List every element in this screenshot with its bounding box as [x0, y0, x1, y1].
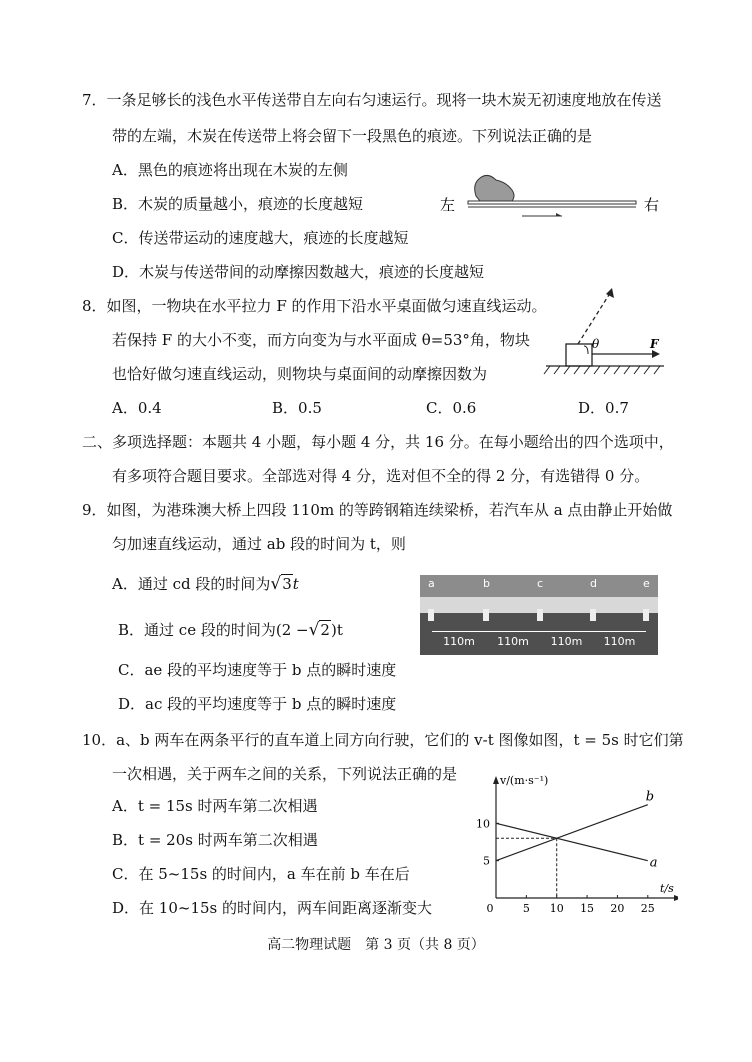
q9-option-a-radicand: 3: [282, 575, 292, 593]
pier: [428, 609, 434, 621]
point-a: a: [428, 577, 435, 590]
q9-option-a: [112, 574, 299, 594]
pier: [643, 609, 649, 621]
q8-option-b: B．0.5: [272, 399, 322, 417]
bridge-photo: [420, 575, 658, 655]
dimension-line: [432, 631, 646, 632]
q7-stem-line1: 7．一条足够长的浅色水平传送带自左向右匀速运行。现将一块木炭无初速度地放在传送: [82, 91, 662, 109]
x-axis-label: t/s: [660, 882, 674, 895]
series-label-a: a: [649, 855, 658, 871]
section2-heading-line2: 有多项符合题目要求。全部选对得 4 分，选对但不全的得 2 分，有选错得 0 分。: [112, 467, 650, 485]
vt-chart: [468, 770, 678, 920]
q8-stem-line1: 8．如图，一物块在水平拉力 F 的作用下沿水平桌面做匀速直线运动。: [82, 297, 547, 315]
label-left: 左: [440, 196, 456, 214]
q9-stem-line2: 匀加速直线运动，通过 ab 段的时间为 t，则: [112, 535, 406, 553]
x-tick-label: 0: [486, 902, 494, 915]
segment-label-cd: 110m: [550, 635, 583, 648]
q7-stem-line2: 带的左端，木炭在传送带上将会留下一段黑色的痕迹。下列说法正确的是: [112, 127, 593, 145]
belt-arrowhead: [556, 213, 562, 216]
segment-label-ab: 110m: [443, 635, 475, 648]
theta-label: θ: [592, 337, 600, 351]
x-tick-label: 15: [580, 902, 595, 915]
q10-option-b: B．t = 20s 时两车第二次相遇: [112, 831, 318, 849]
q7-option-b: B．木炭的质量越小，痕迹的长度越短: [112, 195, 364, 213]
inclined-force-dashed: [578, 290, 612, 344]
page-footer: 高二物理试题 第 3 页（共 8 页）: [267, 937, 485, 953]
point-e: e: [643, 577, 650, 590]
x-tick-label: 25: [640, 902, 655, 915]
inclined-arrowhead: [606, 288, 614, 298]
x-tick-label: 20: [610, 902, 625, 915]
force-block-figure: [540, 282, 670, 382]
q9-option-b-t: )t: [330, 621, 343, 639]
point-c: c: [537, 577, 544, 590]
q9-option-b-text: B．通过 ce 段的时间为(2 −: [118, 621, 309, 639]
q9-option-c: C．ae 段的平均速度等于 b 点的瞬时速度: [118, 661, 397, 679]
label-right: 右: [644, 196, 660, 214]
q10-stem-line2: 一次相遇，关于两车之间的关系，下列说法正确的是: [112, 765, 458, 783]
q10-option-c: C．在 5~15s 的时间内，a 车在前 b 车在后: [112, 865, 410, 883]
x-axis-arrow: [674, 895, 678, 901]
q9-stem-line1: 9．如图，为港珠澳大桥上四段 110m 的等跨钢箱连续梁桥，若汽车从 a 点由静止开始做: [82, 501, 673, 519]
block: [566, 344, 592, 366]
horizontal-arrowhead: [652, 350, 660, 358]
pier: [537, 609, 543, 621]
q7-option-a: A．黑色的痕迹将出现在木炭的左侧: [112, 161, 348, 179]
pier: [483, 609, 489, 621]
x-tick-label: 5: [522, 902, 530, 915]
q9-option-d: D．ac 段的平均速度等于 b 点的瞬时速度: [118, 695, 397, 713]
charcoal-block: [475, 175, 514, 201]
conveyor-belt-figure: [436, 168, 666, 248]
series-line-b: [496, 805, 648, 861]
point-d: d: [590, 577, 597, 590]
q9-option-a-text: A．通过 cd 段的时间为: [112, 575, 271, 593]
point-b: b: [483, 577, 490, 590]
sqrt-symbol: √: [270, 574, 282, 594]
q9-option-b-radicand: 2: [320, 621, 330, 639]
table-hatching: [544, 366, 660, 374]
y-axis-label: v/(m·s⁻¹): [500, 774, 549, 787]
q10-stem-line1: 10．a、b 两车在两条平行的直车道上同方向行驶，它们的 v-t 图像如图，t = 5s 时它们第: [82, 731, 684, 749]
belt-top: [468, 201, 636, 204]
q10-option-d: D．在 10~15s 的时间内，两车间距离逐渐变大: [112, 899, 433, 917]
q10-option-a: A．t = 15s 时两车第二次相遇: [112, 797, 318, 815]
force-f-label: F: [650, 337, 659, 351]
segment-label-bc: 110m: [497, 635, 529, 648]
x-tick-label: 10: [549, 902, 564, 915]
sqrt-symbol: √: [308, 620, 320, 640]
y-tick-label: 5: [483, 854, 490, 868]
q8-stem-line3: 也恰好做匀速直线运动，则物块与桌面间的动摩擦因数为: [112, 365, 488, 383]
q8-option-c: C．0.6: [426, 399, 477, 417]
pier: [590, 609, 596, 621]
q8-option-d: D．0.7: [578, 399, 629, 417]
q8-stem-line2: 若保持 F 的大小不变，而方向变为与水平面成 θ=53°角，物块: [112, 331, 530, 349]
y-tick-label: 10: [476, 817, 490, 831]
series-line-a: [496, 823, 648, 860]
q8-option-a: A．0.4: [112, 399, 162, 417]
y-axis-arrow: [493, 776, 499, 784]
q9-option-b: [118, 620, 343, 640]
section2-heading-line1: 二、多项选择题：本题共 4 小题，每小题 4 分，共 16 分。在每小题给出的四个选项中，: [82, 433, 674, 451]
q9-option-a-t: t: [292, 575, 299, 593]
segment-label-de: 110m: [603, 635, 636, 648]
series-label-b: b: [645, 789, 655, 805]
q7-option-d: D．木炭与传送带间的动摩擦因数越大，痕迹的长度越短: [112, 263, 485, 281]
q7-option-c: C．传送带运动的速度越大，痕迹的长度越短: [112, 229, 409, 247]
